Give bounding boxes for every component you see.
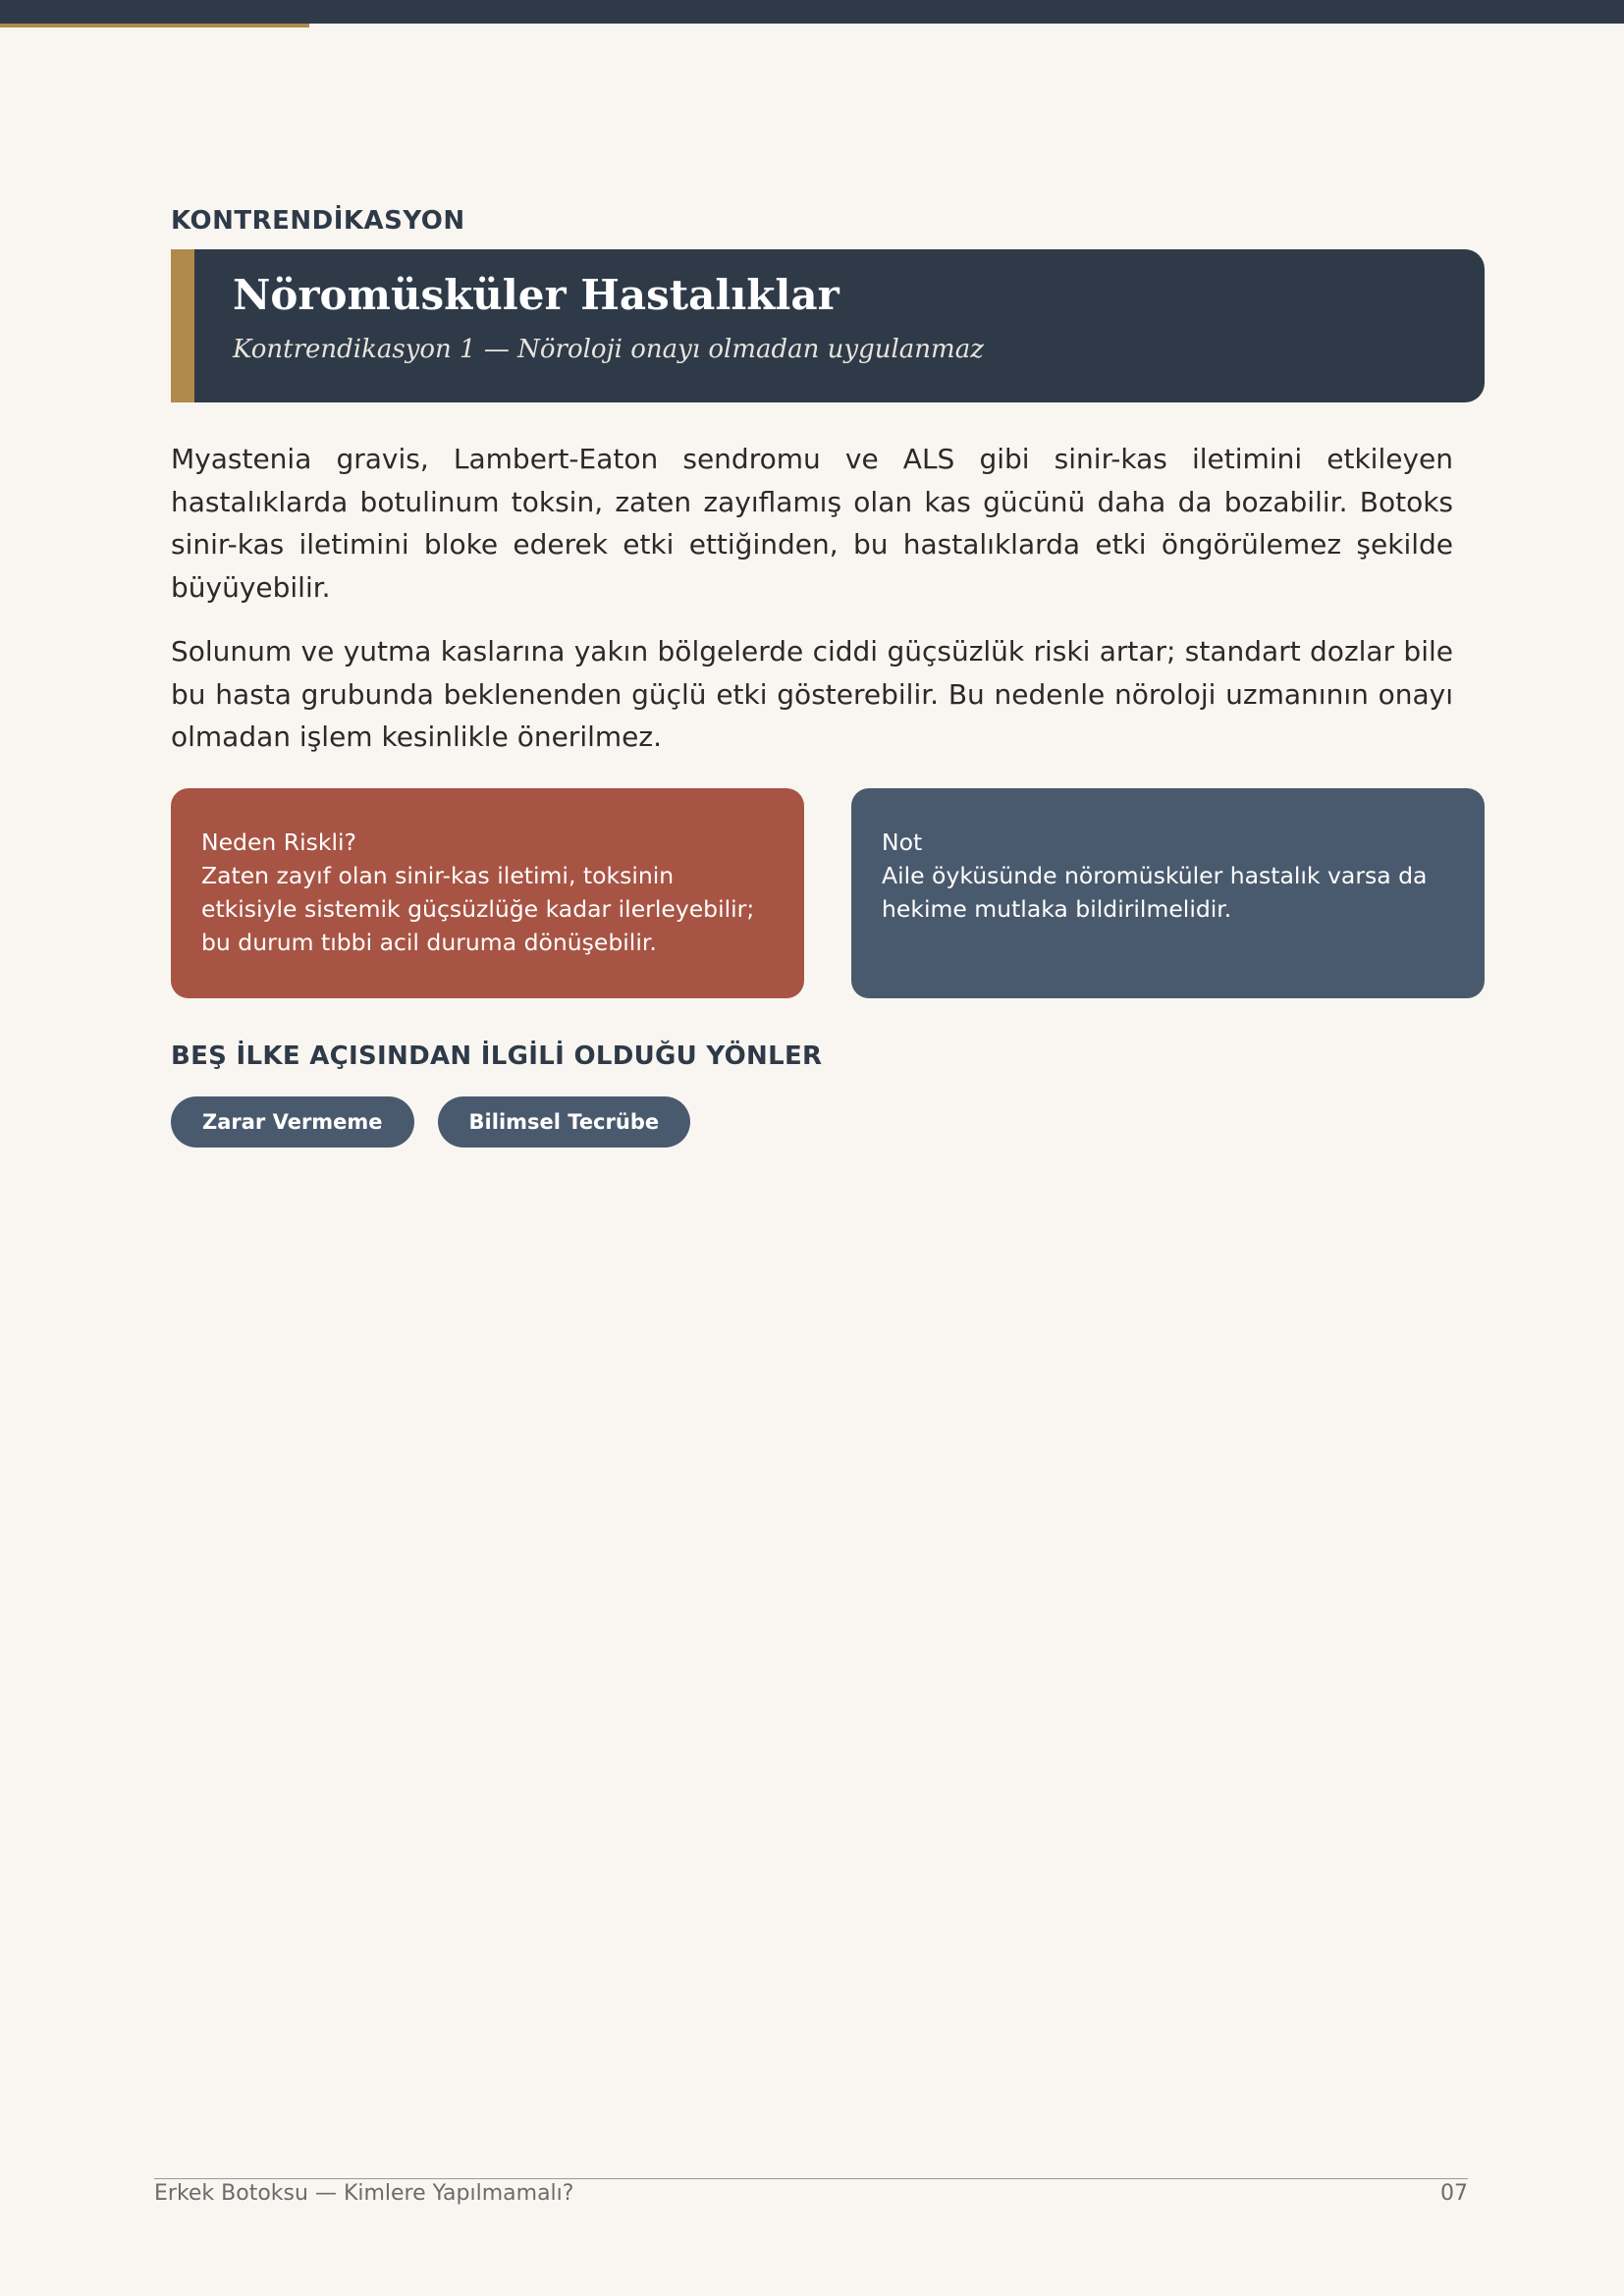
- principle-tag: Bilimsel Tecrübe: [438, 1096, 691, 1148]
- body-text: [171, 438, 1453, 759]
- risk-callout-title: Neden Riskli?: [201, 828, 357, 856]
- page-footer: [154, 2178, 1468, 2206]
- note-callout: [851, 788, 1485, 998]
- note-callout-text: Aile öyküsünde nöromüsküler hastalık varsa da hekime mutlaka bildirilmelidir.: [882, 861, 1428, 923]
- page-title: Nöromüsküler Hastalıklar: [233, 271, 839, 319]
- callout-row: [171, 788, 1485, 998]
- principles-heading: BEŞ İLKE AÇISINDAN İLGİLİ OLDUĞU YÖNLER: [171, 1041, 823, 1071]
- note-callout-title: Not: [882, 828, 923, 856]
- title-banner: [171, 249, 1485, 402]
- banner-accent-stripe: [171, 249, 194, 402]
- section-eyebrow: KONTRENDİKASYON: [171, 206, 465, 236]
- top-accent-line: [0, 24, 309, 27]
- page-subtitle: Kontrendikasyon 1 — Nöroloji onayı olmadan uygulanmaz: [233, 334, 984, 364]
- principle-tags: [171, 1096, 1485, 1148]
- footer-page-number: 07: [1440, 2181, 1468, 2206]
- top-bar: [0, 0, 1624, 24]
- page-content: [171, 206, 1485, 1148]
- body-paragraph: Myastenia gravis, Lambert-Eaton sendromu ve ALS gibi sinir-kas iletimini etkileyen hastalıklarda botulinum toksin, zaten zayıflamış olan kas gücünü daha da bozabilir. Botoks sinir-kas iletimini bloke ederek etki ettiğinden, bu hastalıklarda etki öngörülemez şekilde büyüyebilir.: [171, 443, 1453, 604]
- body-paragraph: Solunum ve yutma kaslarına yakın bölgelerde ciddi güçsüzlük riski artar; standart dozlar bile bu hasta grubunda beklenenden güçlü etki gösterebilir. Bu nedenle nöroloji uzmanının onayı olmadan işlem kesinlikle önerilmez.: [171, 635, 1453, 753]
- footer-document-title: Erkek Botoksu — Kimlere Yapılmamalı?: [154, 2181, 574, 2206]
- principle-tag: Zarar Vermeme: [171, 1096, 414, 1148]
- risk-callout-text: Zaten zayıf olan sinir-kas iletimi, toksinin etkisiyle sistemik güçsüzlüğe kadar ilerleyebilir; bu durum tıbbi acil duruma dönüşebilir.: [201, 861, 755, 956]
- risk-callout: [171, 788, 804, 998]
